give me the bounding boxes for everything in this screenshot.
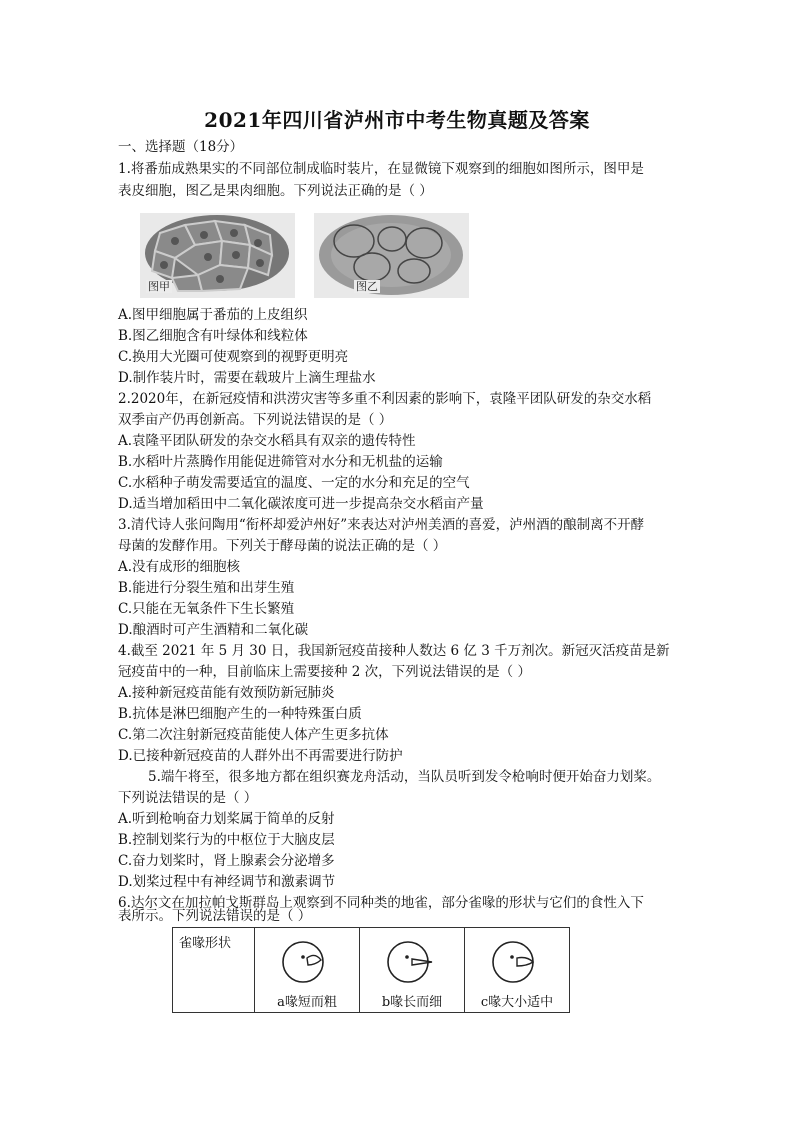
medium-beak-icon <box>487 938 547 986</box>
q3-option-d: D.酿酒时可产生酒精和二氧化碳 <box>118 622 309 638</box>
table-header-cell: 雀喙形状 <box>173 928 255 1013</box>
question-1-line-1: 1.将番茄成熟果实的不同部位制成临时装片，在显微镜下观察到的细胞如图所示，图甲是 <box>118 161 644 177</box>
beak-cell-b <box>360 928 465 1013</box>
table-row <box>173 928 570 1013</box>
q4-option-d: D.已接种新冠疫苗的人群外出不再需要进行防护 <box>118 748 403 764</box>
beak-label-c: c喙大小适中 <box>480 995 554 1010</box>
question-3-line-1: 3.清代诗人张问陶用“衔杯却爱泸州好”来表达对泸州美酒的喜爱，泸州酒的酿制离不开酵 <box>118 517 645 533</box>
left-figure-caption: 图甲 <box>148 280 170 293</box>
q4-option-b: B.抗体是淋巴细胞产生的一种特殊蛋白质 <box>118 706 362 722</box>
q5-option-c: C.奋力划桨时，肾上腺素会分泌增多 <box>118 853 335 869</box>
question-4-line-2: 冠疫苗中的一种，目前临床上需要接种 2 次，下列说法错误的是（ ） <box>118 664 531 680</box>
question-6-line-2: 表所示。下列说法错误的是（ ） <box>118 908 312 924</box>
q1-option-d: D.制作装片时，需要在载玻片上滴生理盐水 <box>118 370 376 386</box>
q1-option-c: C.换用大光圈可使观察到的视野更明亮 <box>118 349 349 365</box>
q4-option-c: C.第二次注射新冠疫苗能使人体产生更多抗体 <box>118 727 389 743</box>
beak-shape-table <box>172 927 570 1013</box>
beak-label-a: a喙短而粗 <box>277 995 337 1010</box>
long-thin-beak-icon <box>382 938 442 986</box>
question-2-line-2: 双季亩产仍再创新高。下列说法错误的是（ ） <box>118 412 393 428</box>
right-figure-caption: 图乙 <box>356 280 378 293</box>
question-1-line-2: 表皮细胞，图乙是果肉细胞。下列说法正确的是（ ） <box>118 183 433 199</box>
q1-option-a: A.图甲细胞属于番茄的上皮组织 <box>118 307 308 323</box>
page-title: 2021年四川省泸州市中考生物真题及答案 <box>204 108 590 132</box>
beak-cell-c <box>465 928 570 1013</box>
q5-option-d: D.划桨过程中有神经调节和激素调节 <box>118 874 336 890</box>
question-5-line-2: 下列说法错误的是（ ） <box>118 790 258 806</box>
question-3-line-2: 母菌的发酵作用。下列关于酵母菌的说法正确的是（ ） <box>118 538 447 554</box>
epidermis-cells-image <box>140 213 295 298</box>
pulp-cells-image <box>314 213 469 298</box>
q3-option-b: B.能进行分裂生殖和出芽生殖 <box>118 580 295 596</box>
q2-option-a: A.袁隆平团队研发的杂交水稻具有双亲的遗传特性 <box>118 433 416 449</box>
q1-option-b: B.图乙细胞含有叶绿体和线粒体 <box>118 328 308 344</box>
question-2-line-1: 2.2020年，在新冠疫情和洪涝灾害等多重不利因素的影响下，袁隆平团队研发的杂交水稻 <box>118 391 652 407</box>
q5-option-a: A.听到枪响奋力划桨属于简单的反射 <box>118 811 335 827</box>
beak-cell-a <box>255 928 360 1013</box>
q4-option-a: A.接种新冠疫苗能有效预防新冠肺炎 <box>118 685 335 701</box>
microscope-figure <box>140 213 470 298</box>
q2-option-d: D.适当增加稻田中二氧化碳浓度可进一步提高杂交水稻亩产量 <box>118 496 484 512</box>
question-4-line-1: 4.截至 2021 年 5 月 30 日，我国新冠疫苗接种人数达 6 亿 3 千万剂次。新冠灭活疫苗是新 <box>118 643 670 659</box>
q2-option-b: B.水稻叶片蒸腾作用能促进筛管对水分和无机盐的运输 <box>118 454 443 470</box>
short-thick-beak-icon <box>277 938 337 986</box>
question-6-line-1: 6.达尔文在加拉帕戈斯群岛上观察到不同种类的地雀，部分雀喙的形状与它们的食性入下 <box>118 895 644 911</box>
section-heading: 一、选择题（18分） <box>118 139 244 155</box>
q2-option-c: C.水稻种子萌发需要适宜的温度、一定的水分和充足的空气 <box>118 475 470 491</box>
q5-option-b: B.控制划桨行为的中枢位于大脑皮层 <box>118 832 335 848</box>
q3-option-a: A.没有成形的细胞核 <box>118 559 241 575</box>
question-5-line-1: 5.端午将至，很多地方都在组织赛龙舟活动，当队员听到发令枪响时便开始奋力划桨。 <box>148 769 661 785</box>
beak-label-b: b喙长而细 <box>381 995 443 1010</box>
q3-option-c: C.只能在无氧条件下生长繁殖 <box>118 601 295 617</box>
